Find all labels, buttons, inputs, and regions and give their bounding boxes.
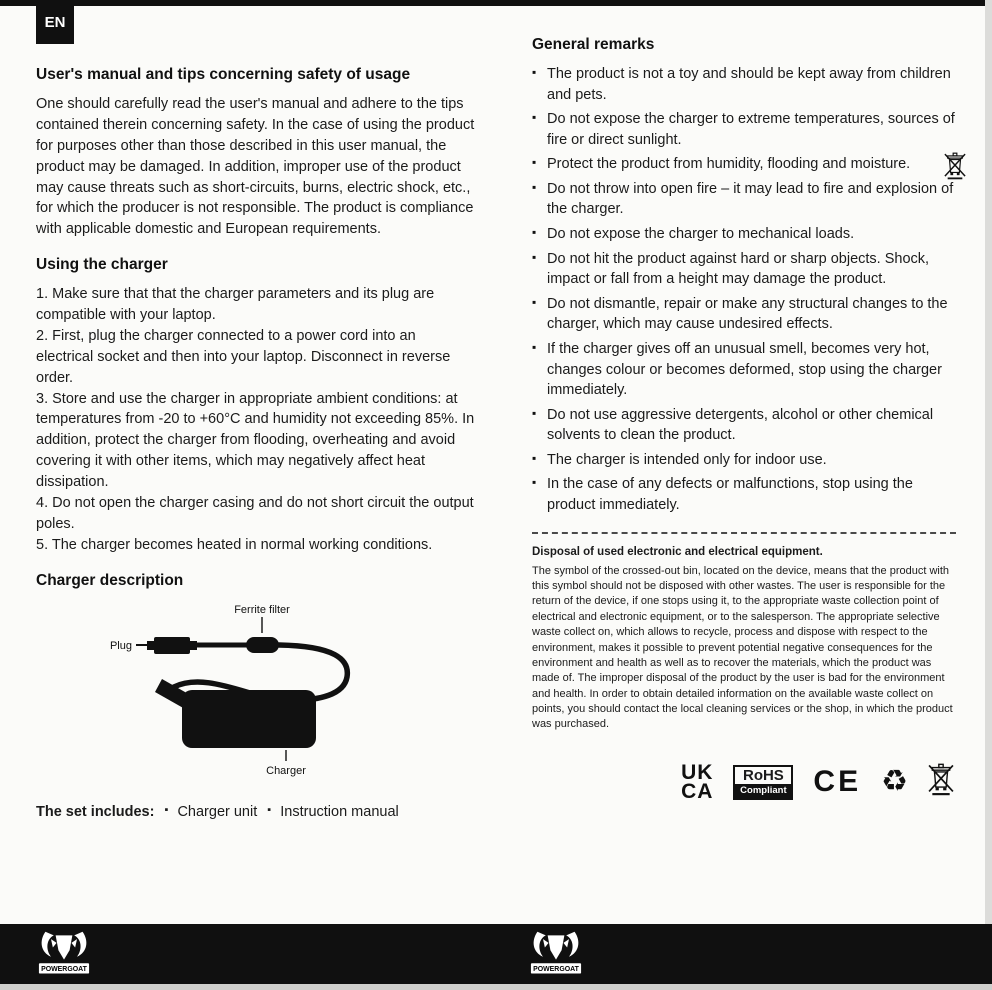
footer-bar bbox=[0, 924, 992, 984]
set-includes-label: The set includes: bbox=[36, 803, 155, 820]
ukca-mark bbox=[681, 760, 714, 804]
right-column bbox=[532, 36, 956, 820]
language-badge-label: EN bbox=[44, 13, 66, 31]
scan-edge-bottom bbox=[0, 984, 992, 990]
list-item: 5. The charger becomes heated in normal working conditions. bbox=[36, 536, 433, 553]
safety-paragraph: One should carefully read the user's manual and adhere to the tips contained therein concerning safety. In the case of using the product for purposes other than those described in this user manual, the product may be damaged. In addition, improper use of the product may cause threats such as short-circuits, burns, electric shock, etc., for which the producer is not responsible. The product is compliance with applicable domestic and European requirements. bbox=[36, 96, 475, 238]
list-item: 1. Make sure that that the charger parameters and its plug are compatible with your laptop. bbox=[36, 286, 435, 323]
using-charger-list bbox=[36, 284, 476, 555]
list-item: ▪ Do not expose the charger to mechanical loads. bbox=[532, 224, 956, 245]
scan-edge-right bbox=[985, 0, 992, 990]
set-item: ▪ Charger unit bbox=[164, 804, 257, 820]
top-black-strip bbox=[0, 0, 992, 6]
charger-diagram bbox=[36, 600, 476, 790]
disposal-heading: Disposal of used electronic and electrical equipment. bbox=[532, 545, 823, 558]
list-item: ▪ The product is not a toy and should be kept away from children and pets. bbox=[532, 64, 956, 105]
rohs-mark bbox=[733, 765, 793, 800]
powergoat-logo-text: POWERGOAT bbox=[533, 966, 579, 974]
charger-description-heading: Charger description bbox=[36, 571, 184, 589]
rohs-compliant-label: Compliant bbox=[735, 784, 791, 798]
list-item: ▪ Do not expose the charger to extreme temperatures, sources of fire or direct sunlight. bbox=[532, 109, 956, 150]
left-column bbox=[36, 36, 476, 820]
ferrite-filter-label: Ferrite filter bbox=[234, 603, 290, 616]
weee-bin-icon bbox=[928, 763, 954, 801]
ukca-line1: UK bbox=[681, 760, 714, 784]
charger-label: Charger bbox=[266, 764, 306, 777]
list-item: ▪ In the case of any defects or malfunctions, stop using the product immediately. bbox=[532, 474, 956, 515]
list-item: ▪ Do not hit the product against hard or sharp objects. Shock, impact or fall from a height may damage the product. bbox=[532, 249, 956, 290]
ce-mark: CE bbox=[813, 765, 862, 799]
ferrite-bead bbox=[246, 637, 279, 653]
set-item: ▪ Instruction manual bbox=[267, 804, 398, 820]
dashed-separator bbox=[532, 532, 956, 534]
using-charger-heading: Using the charger bbox=[36, 256, 168, 274]
list-item: ▪ Do not throw into open fire – it may lead to fire and explosion of the charger. bbox=[532, 179, 956, 220]
content-columns bbox=[36, 36, 956, 820]
list-item: 4. Do not open the charger casing and do not short circuit the output poles. bbox=[36, 494, 474, 532]
compliance-marks-row bbox=[532, 760, 956, 804]
plug-label: Plug bbox=[109, 639, 132, 652]
list-item: ▪ Do not use aggressive detergents, alcohol or other chemical solvents to clean the product. bbox=[532, 405, 956, 446]
general-remarks-list bbox=[532, 64, 956, 516]
list-item: ▪ Do not dismantle, repair or make any structural changes to the charger, which may cause undesired effects. bbox=[532, 294, 956, 335]
rohs-label: RoHS bbox=[742, 766, 784, 784]
list-item: ▪ If the charger gives off an unusual smell, becomes very hot, changes colour or becomes deformed, stop using the charger immediately. bbox=[532, 339, 956, 401]
powergoat-logo-text: POWERGOAT bbox=[41, 966, 87, 974]
powergoat-logo bbox=[528, 928, 584, 985]
disposal-paragraph: The symbol of the crossed-out bin, located on the device, means that the product with this symbol should not be disposed with other wastes. The user is responsible for the return of the device, if one stops using it, to the appropriate waste collection point of electrical and electronic equipment, or to the salesperson. The appropriate selective waste collect on, which allows to recycle, process and dispose with respect to the environment, makes it possible to prevent potential negative consequences for the environment and health as well as to recover the materials, which the product was made of. The improper disposal of the product by the user is bad for the environment and health. In order to obtain detailed information on the available waste collect on points, you should contact the local cleaning services or the shop, in which the product was purchased. bbox=[532, 564, 953, 731]
charger-body bbox=[182, 690, 316, 748]
general-remarks-heading: General remarks bbox=[532, 36, 655, 53]
ukca-line2: CA bbox=[681, 780, 714, 804]
list-item: ▪ The charger is intended only for indoor use. bbox=[532, 450, 956, 471]
recycling-icon: ♻ bbox=[881, 764, 908, 800]
set-includes-row bbox=[36, 804, 476, 820]
plug-icon bbox=[147, 637, 197, 654]
safety-heading: User's manual and tips concerning safety of usage bbox=[36, 66, 411, 83]
list-item: ▪ Protect the product from humidity, flooding and moisture. bbox=[532, 154, 956, 175]
powergoat-logo bbox=[36, 928, 92, 985]
list-item: 2. First, plug the charger connected to a power cord into an electrical socket and then into your laptop. Disconnect in reverse order. bbox=[36, 327, 451, 386]
list-item: 3. Store and use the charger in appropriate ambient conditions: at temperatures from -20 to +60°C and humidity not exceeding 85%. In addition, protect the charger from flooding, overheating and avoid covering it with other items, which may negatively affect heat dissipation. bbox=[36, 390, 475, 490]
crossed-out-bin-icon bbox=[944, 152, 966, 185]
